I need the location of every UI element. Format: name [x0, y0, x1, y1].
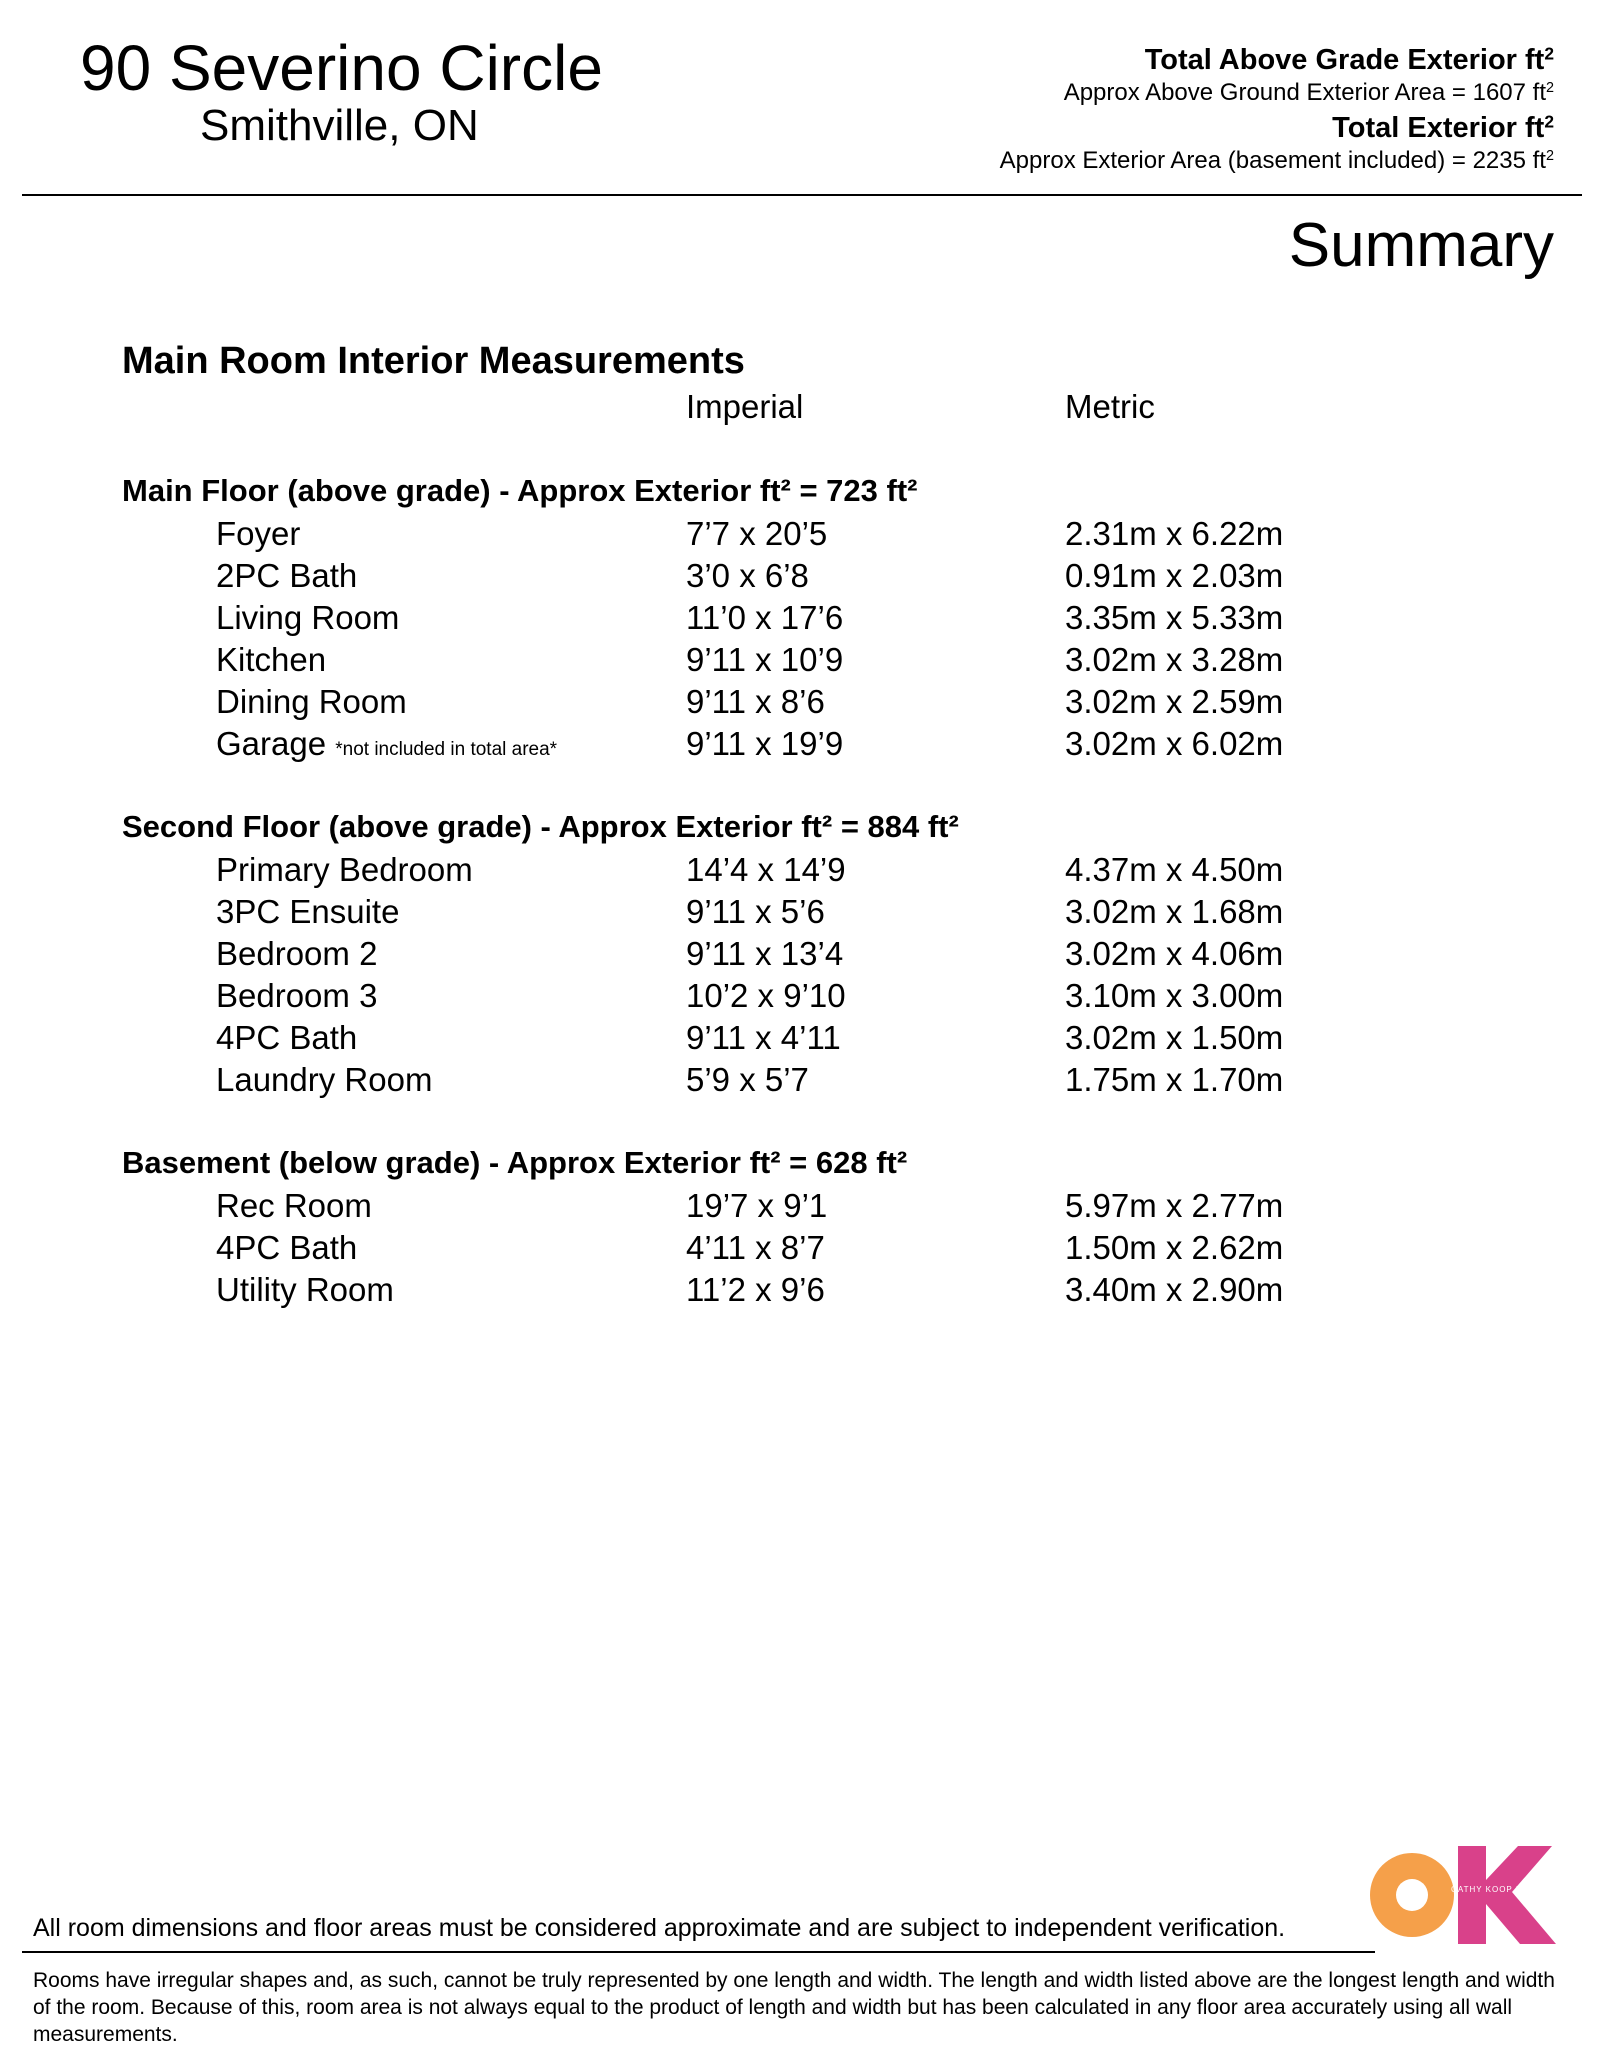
room-name: Dining Room — [216, 683, 407, 720]
room-imperial: 9’11 x 4’11 — [686, 1019, 841, 1056]
room-imperial: 9’11 x 5’6 — [686, 893, 825, 930]
room-name: Bedroom 2 — [216, 935, 378, 972]
header-divider — [22, 194, 1582, 196]
section-heading-basement: Basement (below grade) - Approx Exterior ft² = 628 ft² — [122, 1145, 908, 1180]
room-imperial: 11’2 x 9’6 — [686, 1271, 825, 1308]
room-metric: 1.50m x 2.62m — [1065, 1229, 1284, 1266]
room-metric: 3.40m x 2.90m — [1065, 1271, 1284, 1308]
room-metric: 3.02m x 3.28m — [1065, 641, 1284, 678]
measurements-heading: Main Room Interior Measurements — [122, 340, 745, 382]
logo-ring-hole — [1396, 1879, 1428, 1911]
property-street-address: 90 Severino Circle — [80, 32, 603, 104]
room-imperial: 10’2 x 9’10 — [686, 977, 846, 1014]
room-metric: 2.31m x 6.22m — [1065, 515, 1284, 552]
page-title: Summary — [1288, 211, 1554, 280]
room-metric: 4.37m x 4.50m — [1065, 851, 1284, 888]
room-imperial: 9’11 x 10’9 — [686, 641, 844, 678]
room-imperial: 11’0 x 17’6 — [686, 599, 844, 636]
room-metric: 3.02m x 6.02m — [1065, 725, 1284, 762]
room-name: 3PC Ensuite — [216, 893, 400, 930]
room-metric: 1.75m x 1.70m — [1065, 1061, 1284, 1098]
total-exterior-title: Total Exterior $ft^2$ — [1332, 111, 1554, 144]
approximation-disclaimer: All room dimensions and floor areas must be considered approximate and are subject to independent verification. — [33, 1914, 1286, 1942]
total-exterior-area: Approx Exterior Area (basement included) = 2235 $ft^2$ — [999, 147, 1554, 174]
room-metric: 3.35m x 5.33m — [1065, 599, 1284, 636]
room-imperial: 9’11 x 8’6 — [686, 683, 825, 720]
room-metric: 3.02m x 4.06m — [1065, 935, 1284, 972]
room-imperial: 9’11 x 13’4 — [686, 935, 844, 972]
room-name: Bedroom 3 — [216, 977, 378, 1014]
room-name: Living Room — [216, 599, 400, 636]
room-imperial: 14’4 x 14’9 — [686, 851, 846, 888]
room-note: *not included in total area* — [335, 739, 558, 760]
section-heading-second-floor: Second Floor (above grade) - Approx Exterior ft² = 884 ft² — [122, 809, 959, 844]
room-name: Garage — [216, 725, 327, 762]
room-name: Kitchen — [216, 641, 327, 678]
room-name: 4PC Bath — [216, 1019, 358, 1056]
room-name: Utility Room — [216, 1271, 394, 1308]
room-metric: 3.02m x 2.59m — [1065, 683, 1284, 720]
room-name: Rec Room — [216, 1187, 372, 1224]
room-imperial: 5’9 x 5’7 — [686, 1061, 809, 1098]
above-grade-title: Total Above Grade Exterior $ft^2$ — [1144, 43, 1554, 76]
logo-pink-k — [1458, 1846, 1556, 1944]
footer-divider — [22, 1951, 1375, 1953]
ck-photography-logo — [1370, 1840, 1589, 1950]
room-name-with-note — [216, 723, 557, 771]
room-name: Primary Bedroom — [216, 851, 473, 888]
room-imperial: 19’7 x 9’1 — [686, 1187, 828, 1224]
room-imperial: 3’0 x 6’8 — [686, 557, 809, 594]
room-metric: 3.02m x 1.68m — [1065, 893, 1284, 930]
metric-column-header: Metric — [1065, 388, 1155, 425]
room-metric: 5.97m x 2.77m — [1065, 1187, 1284, 1224]
room-name: 2PC Bath — [216, 557, 358, 594]
room-name: Laundry Room — [216, 1061, 433, 1098]
above-grade-area: Approx Above Ground Exterior Area = 1607 $ft^2$ — [1063, 79, 1554, 106]
section-heading-main-floor: Main Floor (above grade) - Approx Exterior ft² = 723 ft² — [122, 473, 918, 508]
logo-caption: CATHY KOOP PHOTOGRAPHY — [1451, 1885, 1589, 1894]
room-metric: 0.91m x 2.03m — [1065, 557, 1284, 594]
irregular-shape-note: Rooms have irregular shapes and, as such, cannot be truly represented by one length and width. The length and width listed above are the longest length and width of the room. Because of this, room area is not always equal to the product of length and width but has been calculated in any floor area accurately using all wall measurements. — [33, 1969, 1555, 2046]
property-city: Smithville, ON — [200, 101, 479, 150]
room-imperial: 7’7 x 20’5 — [686, 515, 828, 552]
room-metric: 3.02m x 1.50m — [1065, 1019, 1284, 1056]
imperial-column-header: Imperial — [686, 388, 804, 425]
room-imperial: 9’11 x 19’9 — [686, 725, 844, 762]
room-name: 4PC Bath — [216, 1229, 358, 1266]
room-imperial: 4’11 x 8’7 — [686, 1229, 825, 1266]
room-name: Foyer — [216, 515, 301, 552]
room-metric: 3.10m x 3.00m — [1065, 977, 1284, 1014]
